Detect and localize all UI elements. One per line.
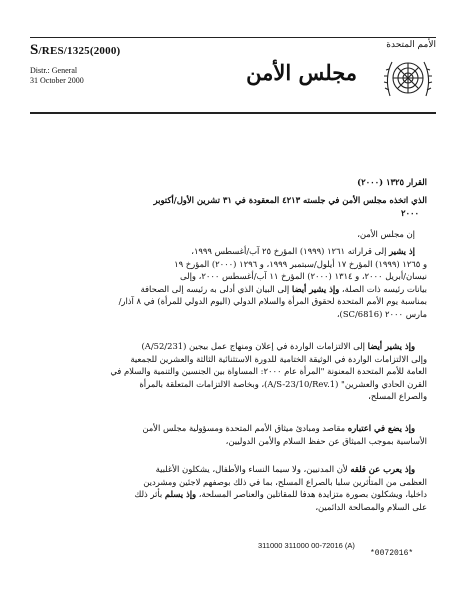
resolution-title: القرار ١٣٢٥ (٢٠٠٠) — [357, 177, 427, 187]
p4-line-3a: داخليا، ويشكلون بصورة متزايدة هدفا للمقاتلين والعناصر المسلحة، — [198, 489, 427, 500]
p1-line-6: مارس ٢٠٠٠ (SC/6816)، — [336, 308, 427, 319]
document-date: 31 October 2000 — [30, 76, 84, 85]
preamble-paragraph-1 — [36, 245, 427, 321]
p1-line-4a: بيانات رئيسه ذات الصلة، — [341, 283, 427, 294]
symbol-prefix: S — [30, 42, 39, 58]
p3-line-2: الأساسية بموجب الميثاق عن حفظ السلام والأمن الدوليين، — [225, 435, 427, 446]
p4-lead: وإذ يعرب عن قلقه — [350, 464, 415, 474]
adoption-line-2: ٢٠٠٠ — [401, 207, 419, 218]
preamble-paragraph-3 — [36, 422, 427, 447]
council-title: مجلس الأمن — [246, 60, 357, 85]
p1-line-1: إلى قراراته ١٢٦١ (١٩٩٩) المؤرخ ٢٥ آب/أغسطس ١٩٩٩، — [191, 246, 387, 256]
top-rule — [30, 37, 436, 38]
distribution-label: Distr.: General — [30, 66, 78, 75]
un-emblem-icon — [380, 52, 436, 104]
document-symbol — [30, 42, 120, 59]
council-intro — [36, 228, 427, 241]
p4-line-3b: بأثر ذلك — [134, 489, 163, 500]
p2-line-1: إلى الالتزامات الواردة في إعلان ومنهاج عمل بيجين (A/52/231) — [141, 341, 365, 351]
distribution-block — [30, 66, 84, 86]
p4-line-2: العظمى من المتأثرين سلبا بالصراع المسلح، بما في ذلك بوصفهم لاجئين ومشردين — [143, 476, 427, 487]
p3-line-1: مقاصد ومبادئ ميثاق الأمم المتحدة ومسؤولية مجلس الأمن — [142, 423, 346, 433]
p2-line-4: القرن الحادي والعشرين" (A/S-23/10/Rev.1)، وبخاصة الالتزامات المتعلقة بالمرأة — [139, 378, 427, 389]
p1-lead-2: وإذ يشير أيضا — [291, 283, 340, 294]
p4-line-4: على السلام والمصالحة الدائمين، — [315, 501, 427, 512]
p4-lead-2: وإذ يسلم — [164, 489, 197, 500]
p2-line-5: والصراع المسلح، — [368, 391, 427, 402]
preamble-paragraph-2 — [36, 340, 427, 403]
p2-lead: وإذ يشير أيضا — [367, 341, 415, 351]
preamble-paragraph-4 — [36, 463, 427, 513]
symbol-rest: /RES/1325(2000) — [38, 45, 121, 57]
p1-line-5: بمناسبة يوم الأمم المتحدة لحقوق المرأة والسلام الدولي (اليوم الدولي للمرأة) في ٨ آذار/ — [118, 296, 427, 307]
p4-line-1: لأن المدنيين، ولا سيما النساء والأطفال، يشكلون الأغلبية — [155, 464, 348, 474]
p2-line-3: العامة للأمم المتحدة المعنونة "المرأة عام ٢٠٠٠: المساواة بين الجنسين والتنمية والسلام في — [110, 366, 427, 377]
adoption-statement — [36, 194, 427, 219]
barcode-text: *0072016* — [370, 549, 414, 558]
resolution-heading — [36, 176, 427, 189]
p1-line-3: نيسان/أبريل ٢٠٠٠، و ١٣١٤ (٢٠٠٠) المؤرخ ١١ آب/أغسطس ٢٠٠٠، وإلى — [180, 271, 427, 282]
p1-line-4b: إلى البيان الذي أدلى به رئيسه إلى الصحافة — [140, 283, 290, 294]
p1-line-2: و ١٢٦٥ (١٩٩٩) المؤرخ ١٧ أيلول/سبتمبر ١٩٩٩، و ١٢٩٦ (٢٠٠٠) المؤرخ ١٩ — [174, 258, 427, 269]
job-number: 311000 311000 00-72016 (A) — [258, 541, 355, 550]
p3-lead: وإذ يضع في اعتباره — [347, 423, 415, 433]
p2-line-2: وإلى الالتزامات الواردة في الوثيقة الختامية للدورة الاستثنائية الثالثة والعشرين للجمعية — [130, 353, 427, 364]
un-name-arabic: الأمم المتحدة — [386, 40, 436, 50]
header-rule — [30, 112, 436, 114]
council-intro-text: إن مجلس الأمن، — [357, 229, 415, 239]
p1-lead: إذ يشير — [389, 246, 415, 256]
adoption-line-1: الذي اتخذه مجلس الأمن في جلسته ٤٢١٣ المعقودة في ٣١ تشرين الأول/أكتوبر — [153, 195, 427, 205]
